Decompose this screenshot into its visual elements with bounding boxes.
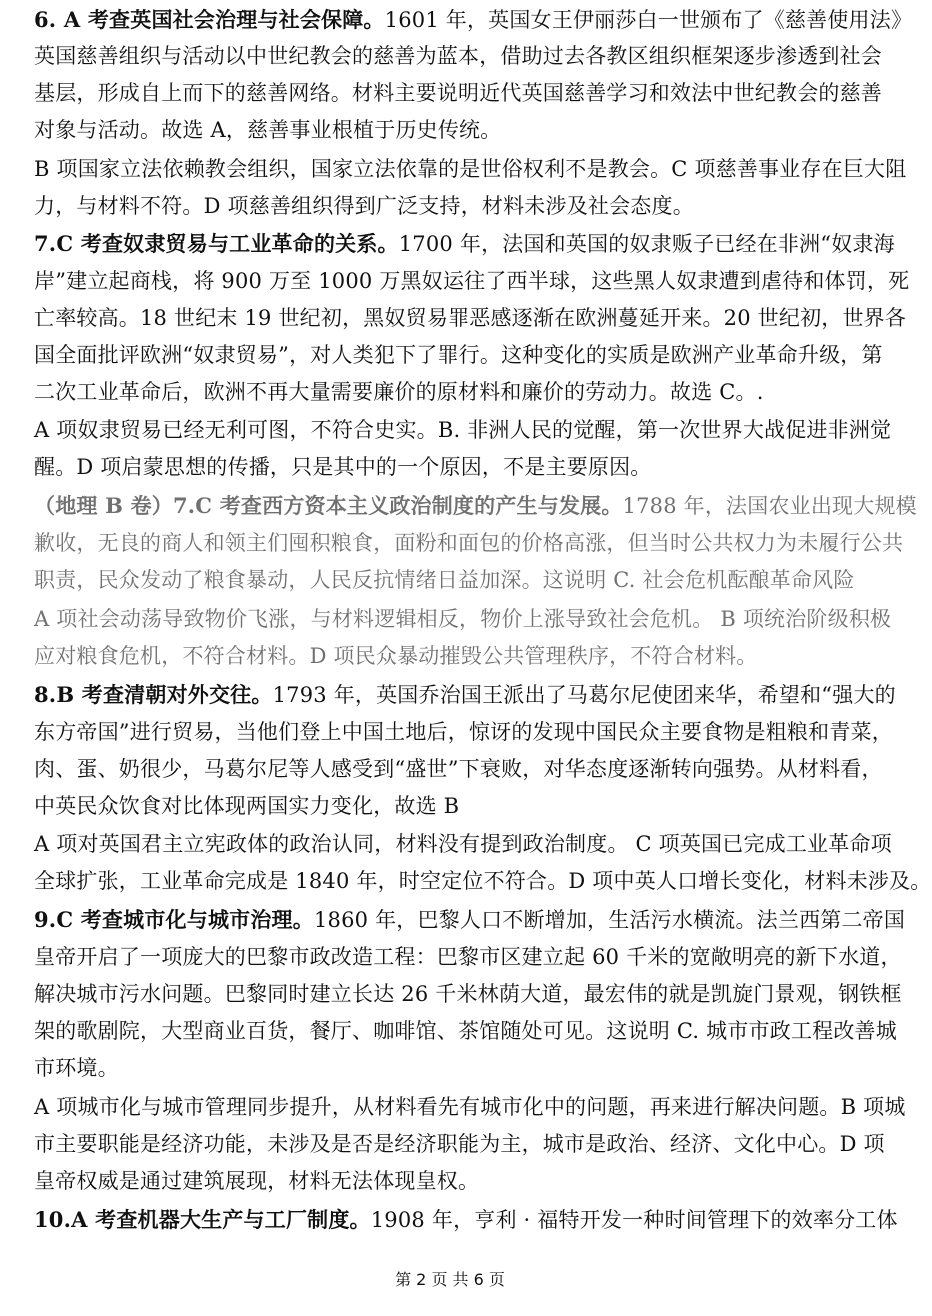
- line-text: 肉、蛋、奶很少，马葛尔尼等人感受到“盛世”下衰败，对华态度逐渐转向强势。从材料看，: [34, 757, 883, 781]
- text-line: [34, 300, 907, 336]
- line-text: 市环境。: [34, 1056, 119, 1080]
- question-heading: 7.C 考查奴隶贸易与工业革命的关系。: [34, 231, 399, 256]
- line-text: 二次工业革命后，欧洲不再大量需要廉价的原材料和廉价的劳动力。故选 C。.: [34, 380, 764, 404]
- page-footer: 第 2 页 共 6 页: [395, 1270, 505, 1289]
- text-line: [34, 826, 892, 862]
- line-text: 中英民众饮食对比体现两国实力变化，故选 B: [34, 794, 460, 818]
- line-text: 醒。D 项启蒙思想的传播，只是其中的一个原因，不是主要原因。: [34, 455, 652, 479]
- line-text: 1860 年，巴黎人口不断增加，生活污水横流。法兰西第二帝国: [313, 908, 906, 932]
- line-text: 1793 年，英国乔治国王派出了马葛尔尼使团来华，希望和“强大的: [272, 683, 896, 707]
- line-text: 英国慈善组织与活动以中世纪教会的慈善为蓝本，借助过去各教区组织框架逐步渗透到社会: [34, 44, 882, 68]
- question-heading: 9.C 考查城市化与城市治理。: [34, 907, 314, 932]
- line-text: 1601 年，英国女王伊丽莎白一世颁布了《慈善使用法》: [384, 8, 913, 32]
- text-line: [34, 374, 874, 410]
- line-text: 市主要职能是经济功能，未涉及是否是经济职能为主，城市是政治、经济、文化中心。D 项: [34, 1132, 885, 1156]
- text-line: [34, 714, 893, 750]
- text-line: [34, 412, 892, 448]
- question-heading: 8.B 考查清朝对外交往。: [34, 682, 273, 707]
- line-text: B 项国家立法依赖教会组织，国家立法依靠的是世俗权利不是教会。C 项慈善事业存在巨大阻: [34, 157, 907, 181]
- line-text: 职责，民众发动了粮食暴动，人民反抗情绪日益加深。这说明 C. 社会危机酝酿革命风险: [34, 568, 855, 592]
- line-text: A 项对英国君主立宪政体的政治认同，材料没有提到政治制度。 C 项英国已完成工业革命项: [34, 832, 892, 856]
- text-line: [34, 677, 896, 713]
- text-line: [34, 863, 932, 899]
- text-line: [34, 449, 874, 485]
- line-text: 皇帝权威是通过建筑展现，材料无法体现皇权。: [34, 1169, 480, 1193]
- line-text: 基层，形成自上而下的慈善网络。材料主要说明近代英国慈善学习和效法中世纪教会的慈善: [34, 81, 882, 105]
- line-text: 解决城市污水问题。巴黎同时建立长达 26 千米林荫大道，最宏伟的就是凯旋门景观，钢铁框: [34, 982, 902, 1006]
- text-line: [34, 638, 874, 674]
- text-line: [34, 751, 883, 787]
- line-text: 岸”建立起商栈，将 900 万至 1000 万黑奴运往了西半球，这些黑人奴隶遭到虐待和体罚，死: [34, 269, 910, 293]
- text-line: [34, 1013, 897, 1049]
- question-heading: （地理 B 卷）7.C 考查西方资本主义政治制度的产生与发展。: [34, 493, 623, 518]
- text-line: [34, 601, 892, 637]
- text-line: [34, 263, 910, 299]
- text-line: [34, 2, 913, 38]
- text-line: [34, 1050, 874, 1086]
- line-text: 歉收，无良的商人和领主们囤积粮食，面粉和面包的价格高涨，但当时公共权力为未履行公共: [34, 531, 904, 555]
- text-line: [34, 1126, 885, 1162]
- text-line: [34, 226, 895, 262]
- line-text: 对象与活动。故选 A，慈善事业根植于历史传统。: [34, 118, 502, 142]
- line-text: 东方帝国”进行贸易，当他们登上中国土地后，惊讶的发现中国民众主要食物是粗粮和青菜，: [34, 720, 893, 744]
- text-line: [34, 188, 874, 224]
- text-line: [34, 1202, 898, 1238]
- line-text: 1788 年，法国农业出现大规模: [622, 494, 917, 518]
- text-line: [34, 488, 917, 524]
- text-line: [34, 337, 883, 373]
- text-line: [34, 788, 874, 824]
- text-line: [34, 38, 882, 74]
- line-text: 力，与材料不符。D 项慈善组织得到广泛支持，材料未涉及社会态度。: [34, 194, 694, 218]
- text-line: [34, 1163, 874, 1199]
- text-line: [34, 562, 874, 598]
- text-line: [34, 112, 874, 148]
- line-text: 全球扩张，工业革命完成是 1840 年，时空定位不符合。D 项中英人口增长变化，材料未涉及。: [34, 869, 932, 893]
- question-heading: 6. A 考查英国社会治理与社会保障。: [34, 7, 385, 32]
- text-line: [34, 525, 904, 561]
- line-text: A 项城市化与城市管理同步提升，从材料看先有城市化中的问题，再来进行解决问题。B 项城: [34, 1095, 906, 1119]
- text-line: [34, 1089, 906, 1125]
- text-line: [34, 976, 902, 1012]
- line-text: 1700 年，法国和英国的奴隶贩子已经在非洲“奴隶海: [398, 232, 895, 256]
- text-line: [34, 902, 906, 938]
- line-text: A 项社会动荡导致物价飞涨，与材料逻辑相反，物价上涨导致社会危机。 B 项统治阶级积极: [34, 607, 892, 631]
- line-text: 国全面批评欧洲“奴隶贸易”，对人类犯下了罪行。这种变化的实质是欧洲产业革命升级，第: [34, 343, 883, 367]
- line-text: 1908 年，亨利 · 福特开发一种时间管理下的效率分工体: [370, 1208, 898, 1232]
- text-line: [34, 75, 882, 111]
- text-line: [34, 939, 902, 975]
- line-text: A 项奴隶贸易已经无利可图，不符合史实。B. 非洲人民的觉醒，第一次世界大战促进非洲觉: [34, 418, 892, 442]
- text-line: [34, 151, 907, 187]
- line-text: 架的歌剧院，大型商业百货，餐厅、咖啡馆、茶馆随处可见。这说明 C. 城市市政工程改善城: [34, 1019, 897, 1043]
- question-heading: 10.A 考查机器大生产与工厂制度。: [34, 1207, 371, 1232]
- line-text: 亡率较高。18 世纪末 19 世纪初，黑奴贸易罪恶感逐渐在欧洲蔓延开来。20 世纪初，世界各: [34, 306, 907, 330]
- line-text: 皇帝开启了一项庞大的巴黎市政改造工程：巴黎市区建立起 60 千米的宽敞明亮的新下水道，: [34, 945, 902, 969]
- line-text: 应对粮食危机，不符合材料。D 项民众暴动摧毁公共管理秩序，不符合材料。: [34, 644, 758, 668]
